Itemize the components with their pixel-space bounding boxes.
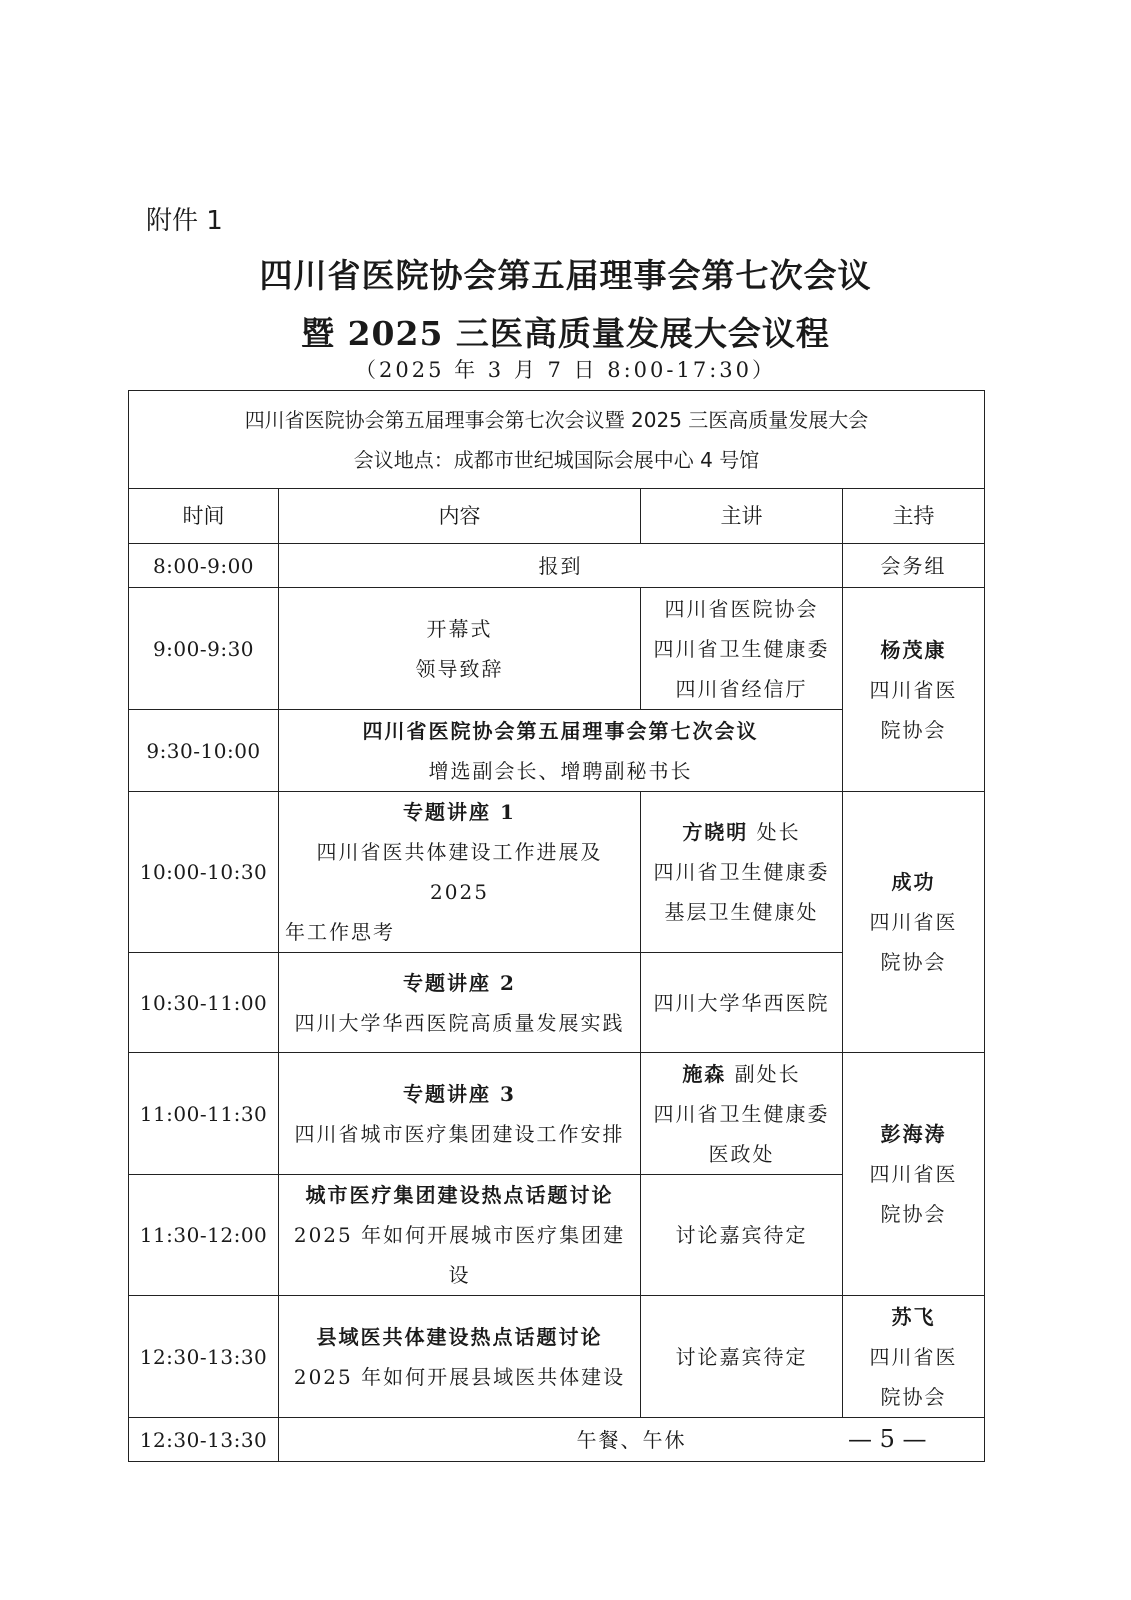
- table-header-line2: 会议地点：成都市世纪城国际会展中心 4 号馆: [353, 447, 760, 472]
- host-org: 四川省医: [869, 1162, 958, 1186]
- speaker-name: 施森: [682, 1061, 727, 1086]
- content-line: 专题讲座 2: [403, 970, 516, 995]
- time-cell: 12:30-13:30: [129, 1296, 279, 1418]
- speaker-name: 方晓明: [682, 820, 749, 844]
- speaker-line: 四川省医院协会: [664, 596, 819, 621]
- page-number: — 5 —: [848, 1425, 927, 1453]
- content-line: 专题讲座 1: [403, 800, 516, 824]
- content-line: 四川大学华西医院高质量发展实践: [294, 1010, 625, 1035]
- host-cell: [843, 792, 985, 1053]
- time-cell: 11:00-11:30: [129, 1053, 279, 1175]
- host-cell: [843, 1296, 985, 1418]
- speaker-cell: [641, 1053, 843, 1175]
- column-header-time: 时间: [129, 489, 279, 544]
- content-cell: [279, 588, 641, 710]
- time-cell: 10:30-11:00: [129, 953, 279, 1053]
- content-line: 开幕式: [426, 616, 493, 641]
- column-header-row: [129, 489, 985, 544]
- table-row: [129, 588, 985, 710]
- date-line: （2025 年 3 月 7 日 8:00-17:30）: [355, 358, 776, 382]
- content-cell: [279, 1296, 641, 1418]
- content-cell: 午餐、午休: [279, 1418, 985, 1462]
- speaker-title: 处长: [756, 820, 801, 844]
- time-cell: 10:00-10:30: [129, 792, 279, 953]
- content-cell: [279, 953, 641, 1053]
- host-name: 彭海涛: [880, 1122, 947, 1146]
- content-line: 四川省城市医疗集团建设工作安排: [294, 1121, 625, 1146]
- speaker-cell: 讨论嘉宾待定: [641, 1296, 843, 1418]
- host-org: 院协会: [880, 950, 947, 974]
- table-row: [129, 1053, 985, 1175]
- speaker-line: 四川省卫生健康委: [653, 1101, 830, 1126]
- content-line: 县域医共体建设热点话题讨论: [316, 1324, 603, 1349]
- speaker-line: 基层卫生健康处: [664, 900, 819, 924]
- attachment-label: 附件 1: [146, 206, 223, 236]
- content-line: 领导致辞: [415, 656, 504, 681]
- table-row: [129, 544, 985, 588]
- speaker-line: 医政处: [708, 1141, 775, 1166]
- document-title-line2: 暨 2025 三医高质量发展大会议程: [301, 314, 830, 353]
- host-cell: [843, 1053, 985, 1296]
- host-name: 成功: [891, 870, 936, 894]
- column-header-content: 内容: [279, 489, 641, 544]
- table-header-cell: [129, 391, 985, 489]
- content-line: 城市医疗集团建设热点话题讨论: [305, 1183, 614, 1207]
- host-cell: 会务组: [843, 544, 985, 588]
- speaker-cell: [641, 588, 843, 710]
- time-cell: 9:30-10:00: [129, 710, 279, 792]
- table-row: [129, 1296, 985, 1418]
- host-org: 四川省医: [869, 910, 958, 934]
- host-org: 院协会: [880, 1384, 947, 1409]
- time-cell: 8:00-9:00: [129, 544, 279, 588]
- content-cell: [279, 792, 641, 953]
- column-header-host: 主持: [843, 489, 985, 544]
- content-line: 2025 年如何开展城市医疗集团建设: [293, 1223, 626, 1287]
- content-line: 专题讲座 3: [403, 1081, 516, 1106]
- time-cell: 11:30-12:00: [129, 1175, 279, 1296]
- content-cell: [279, 710, 843, 792]
- content-line: 四川省医院协会第五届理事会第七次会议: [362, 718, 759, 743]
- content-cell: [279, 1053, 641, 1175]
- agenda-table: [128, 390, 985, 1462]
- host-cell: [843, 588, 985, 792]
- column-header-speaker: 主讲: [641, 489, 843, 544]
- content-cell: 报到: [279, 544, 843, 588]
- speaker-line: 四川省卫生健康委: [653, 860, 830, 884]
- content-line: 2025 年如何开展县域医共体建设: [293, 1364, 626, 1389]
- document-title-line1: 四川省医院协会第五届理事会第七次会议: [259, 256, 872, 295]
- content-line: 增选副会长、增聘副秘书长: [428, 758, 693, 783]
- content-line: 四川省医共体建设工作进展及 2025: [316, 840, 603, 904]
- host-name: 苏飞: [891, 1304, 936, 1329]
- host-name: 杨茂康: [880, 637, 947, 662]
- content-cell: [279, 1175, 641, 1296]
- host-org: 四川省医: [869, 677, 958, 702]
- speaker-cell: [641, 792, 843, 953]
- content-line: 年工作思考: [285, 920, 395, 944]
- speaker-cell: 讨论嘉宾待定: [641, 1175, 843, 1296]
- table-row: [129, 792, 985, 953]
- time-cell: 12:30-13:30: [129, 1418, 279, 1462]
- time-cell: 9:00-9:30: [129, 588, 279, 710]
- host-org: 院协会: [880, 717, 947, 742]
- speaker-line: 四川省经信厅: [675, 676, 808, 701]
- speaker-title: 副处长: [734, 1061, 801, 1086]
- speaker-cell: 四川大学华西医院: [641, 953, 843, 1053]
- table-header-row: [129, 391, 985, 489]
- host-org: 院协会: [880, 1202, 947, 1226]
- speaker-line: 四川省卫生健康委: [653, 636, 830, 661]
- host-org: 四川省医: [869, 1344, 958, 1369]
- table-header-line1: 四川省医院协会第五届理事会第七次会议暨 2025 三医高质量发展大会: [244, 407, 869, 432]
